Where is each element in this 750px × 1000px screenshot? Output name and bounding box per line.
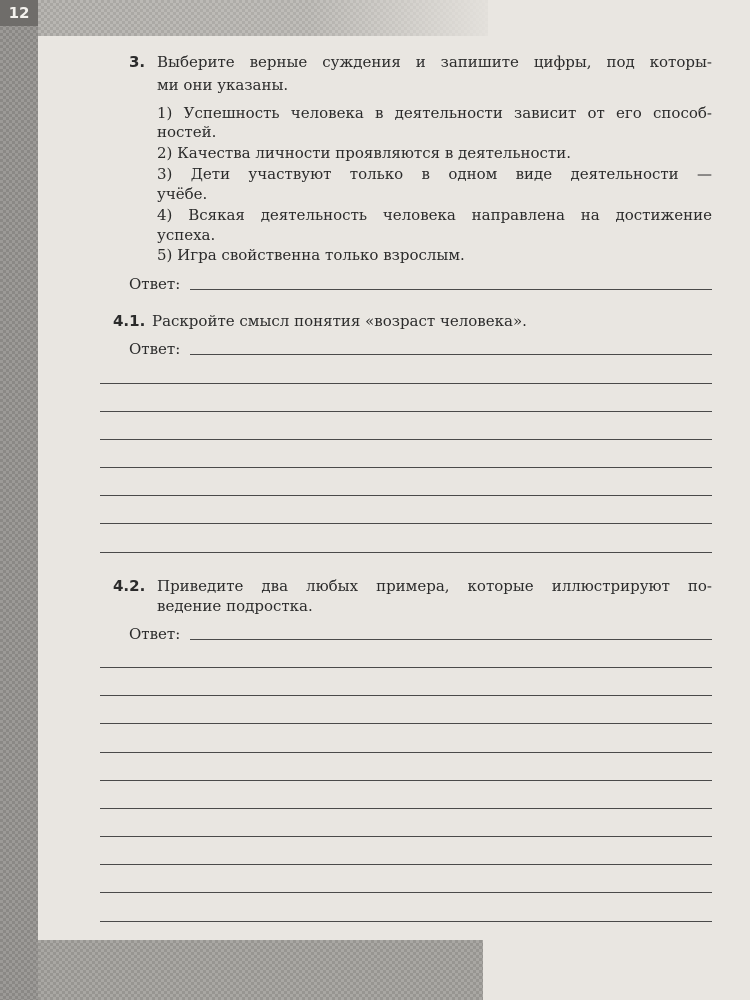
task-4-1-answer-line-5[interactable] [100, 467, 712, 468]
task-4-2-answer-line-10[interactable] [100, 892, 712, 893]
task-4-2-answer-line-1[interactable] [190, 639, 712, 640]
task-3-number: 3. [129, 53, 146, 71]
task-3-prompt-line-1: Выберите верные суждения и запишите цифры, под которы- [157, 53, 712, 71]
task-3-option-5: 5) Игра свойственна только взрослым. [157, 246, 465, 264]
task-3-option-4-line-1: 4) Всякая деятельность человека направлена на достижение [157, 206, 712, 224]
task-3-option-4-line-2: успеха. [157, 226, 216, 244]
task-4-2-answer-line-8[interactable] [100, 836, 712, 837]
task-4-2-answer-line-11[interactable] [100, 921, 712, 922]
task-4-1-answer-line-6[interactable] [100, 495, 712, 496]
task-3-option-1-line-1: 1) Успешность человека в деятельности зависит от его способ- [157, 104, 712, 122]
task-3-option-3-line-2: учёбе. [157, 185, 208, 203]
task-4-2-prompt-line-2: ведение подростка. [157, 597, 313, 615]
task-4-2-answer-line-2[interactable] [100, 667, 712, 668]
task-3-answer-line[interactable] [190, 289, 712, 290]
task-4-2-answer-line-9[interactable] [100, 864, 712, 865]
task-4-1-prompt: Раскройте смысл понятия «возраст человека». [152, 312, 527, 330]
task-4-2-answer-line-3[interactable] [100, 695, 712, 696]
task-3-option-2: 2) Качества личности проявляются в деятельности. [157, 144, 571, 162]
page-number: 12 [0, 0, 38, 26]
task-4-1-answer-label: Ответ: [129, 340, 181, 358]
task-3-option-3-line-1: 3) Дети участвуют только в одном виде деятельности — [157, 165, 712, 183]
task-4-2-answer-line-7[interactable] [100, 808, 712, 809]
task-4-1-number: 4.1. [113, 312, 146, 330]
task-4-1-answer-line-8[interactable] [100, 552, 712, 553]
task-3-prompt-line-2: ми они указаны. [157, 76, 289, 94]
task-4-1-answer-line-1[interactable] [190, 354, 712, 355]
task-4-1-answer-line-7[interactable] [100, 523, 712, 524]
task-4-2-answer-line-4[interactable] [100, 723, 712, 724]
task-4-1-answer-line-3[interactable] [100, 411, 712, 412]
task-4-1-answer-line-2[interactable] [100, 383, 712, 384]
task-4-2-answer-line-6[interactable] [100, 780, 712, 781]
task-4-2-number: 4.2. [113, 577, 146, 595]
task-4-2-prompt-line-1: Приведите два любых примера, которые иллюстрируют по- [157, 577, 712, 595]
task-4-1-answer-line-4[interactable] [100, 439, 712, 440]
task-4-2-answer-label: Ответ: [129, 625, 181, 643]
task-4-2-answer-line-5[interactable] [100, 752, 712, 753]
task-3-answer-label: Ответ: [129, 275, 181, 293]
task-3-option-1-line-2: ностей. [157, 123, 217, 141]
